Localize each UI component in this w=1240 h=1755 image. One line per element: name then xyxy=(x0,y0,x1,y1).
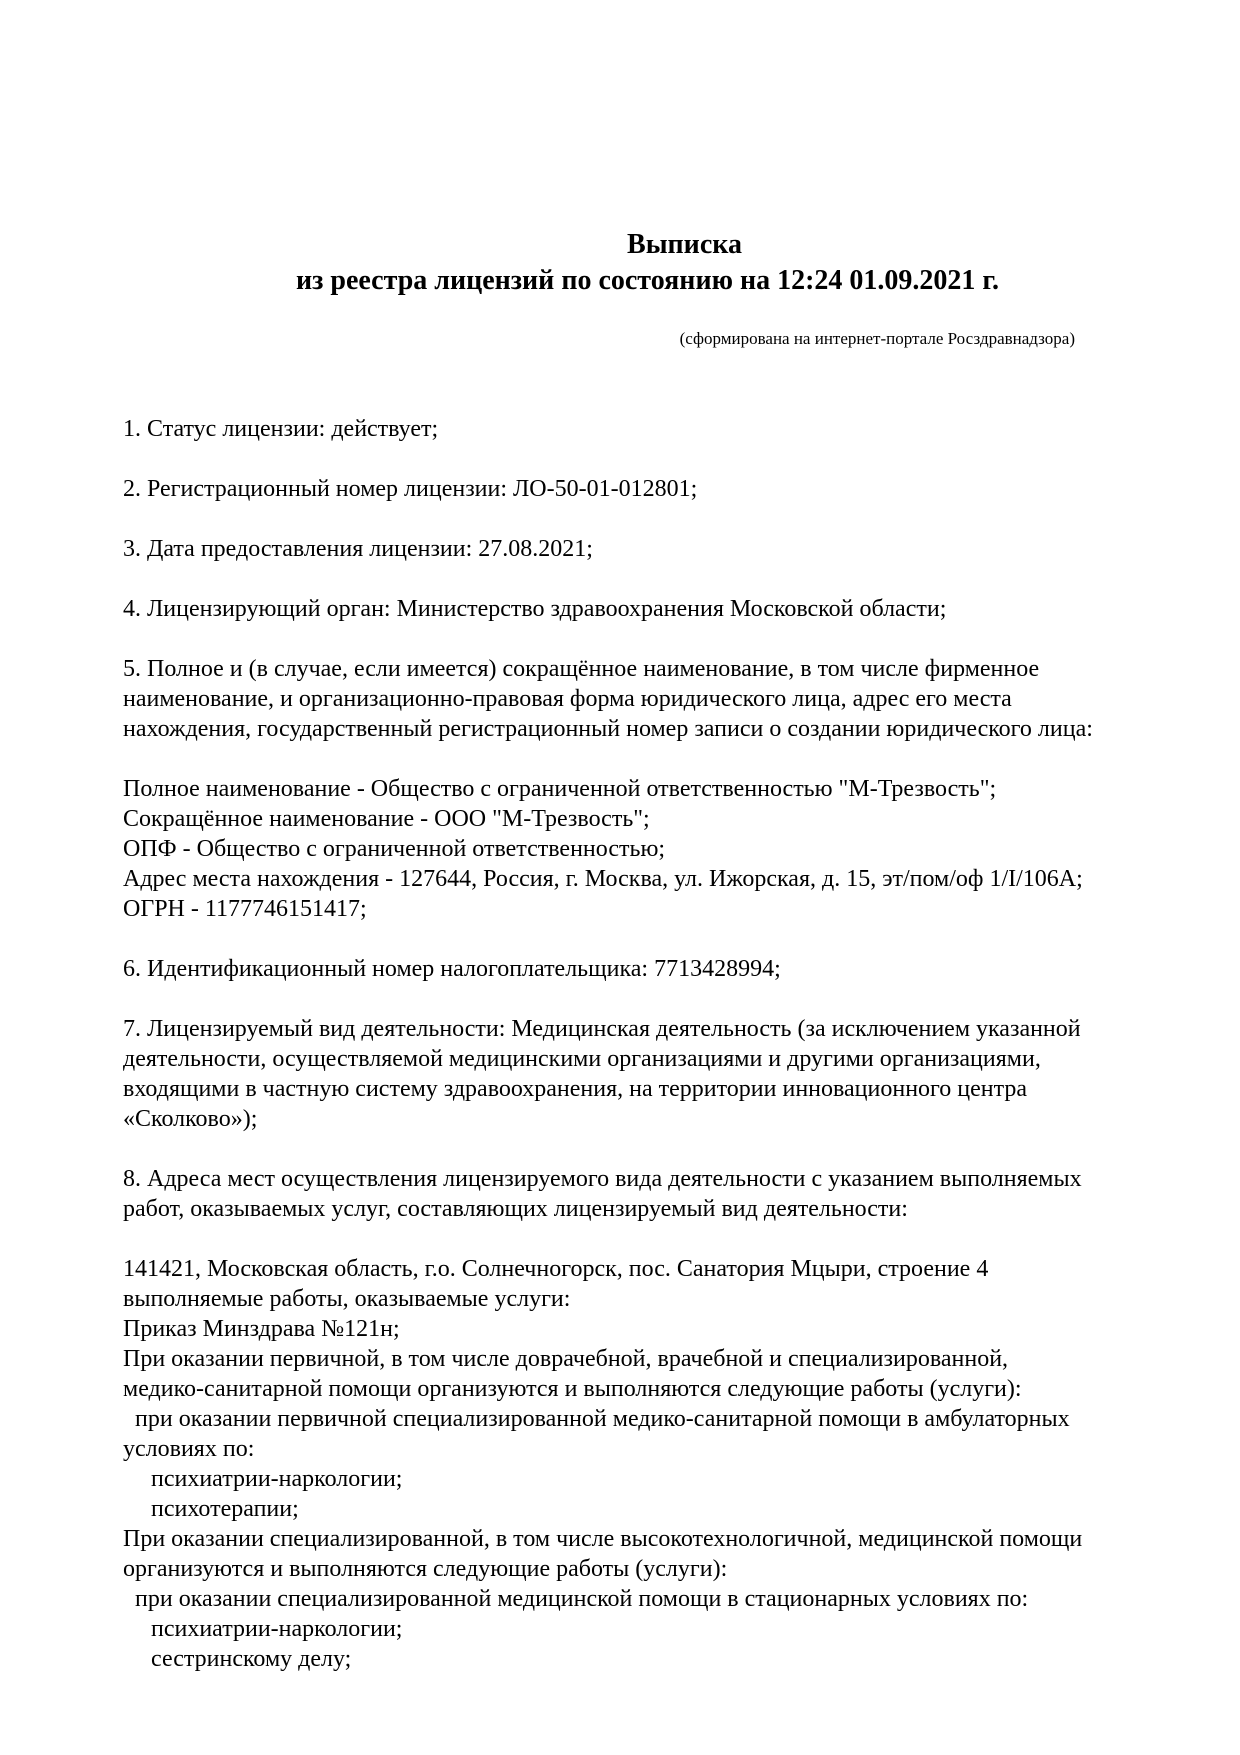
paragraph-item-8-heading xyxy=(123,1164,1172,1224)
text-line: Приказ Минздрава №121н; xyxy=(123,1316,400,1342)
text-line: организуются и выполняются следующие работы (услуги): xyxy=(123,1556,728,1582)
text-line: медико-санитарной помощи организуются и выполняются следующие работы (услуги): xyxy=(123,1376,1022,1402)
text-line: деятельности, осуществляемой медицинскими организациями и другими организациями, xyxy=(123,1046,1041,1072)
text-line: нахождения, государственный регистрационный номер записи о создании юридического лица: xyxy=(123,716,1093,742)
text-line: 7. Лицензируемый вид деятельности: Медицинская деятельность (за исключением указанной xyxy=(123,1016,1081,1042)
paragraph-item-5-heading xyxy=(123,654,1172,744)
text-line: Полное наименование - Общество с ограниченной ответственностью "М-Трезвость"; xyxy=(123,776,997,802)
paragraph-licensing-authority xyxy=(123,594,1172,624)
paragraph-registration-number xyxy=(123,474,1172,504)
paragraph-licensed-activity xyxy=(123,1014,1172,1134)
text-line: 2. Регистрационный номер лицензии: ЛО-50-01-012801; xyxy=(123,476,698,502)
paragraph-taxpayer-number xyxy=(123,954,1172,984)
text-line: 4. Лицензирующий орган: Министерство здравоохранения Московской области; xyxy=(123,596,947,622)
text-line: 8. Адреса мест осуществления лицензируемого вида деятельности с указанием выполняемых xyxy=(123,1166,1082,1192)
text-line: 6. Идентификационный номер налогоплательщика: 7713428994; xyxy=(123,956,781,982)
text-line: при оказании специализированной медицинской помощи в стационарных условиях по: xyxy=(135,1586,1029,1612)
text-line: Адрес места нахождения - 127644, Россия, г. Москва, ул. Ижорская, д. 15, эт/пом/оф 1/I/106А; xyxy=(123,866,1083,892)
text-line: психиатрии-наркологии; xyxy=(151,1466,403,1492)
text-line: ОПФ - Общество с ограниченной ответственностью; xyxy=(123,836,666,862)
document-subtitle: (сформирована на интернет-портале Росздравнадзора) xyxy=(679,329,1075,348)
paragraph-activity-addresses xyxy=(123,1254,1172,1674)
text-line: условиях по: xyxy=(123,1436,255,1462)
text-line: При оказании специализированной, в том числе высокотехнологичной, медицинской помощи xyxy=(123,1526,1083,1552)
text-line: 141421, Московская область, г.о. Солнечногорск, пос. Санатория Мцыри, строение 4 xyxy=(123,1256,989,1282)
text-line: ОГРН - 1177746151417; xyxy=(123,896,367,922)
text-line: Сокращённое наименование - ООО "М-Трезвость"; xyxy=(123,806,650,832)
paragraph-license-status xyxy=(123,414,1172,444)
title-line-2: из реестра лицензий по состоянию на 12:24 01.09.2021 г. xyxy=(296,265,999,296)
text-line: сестринскому делу; xyxy=(151,1646,352,1672)
text-line: выполняемые работы, оказываемые услуги: xyxy=(123,1286,571,1312)
paragraph-organization-details xyxy=(123,774,1172,924)
document-body xyxy=(123,414,1172,1674)
text-line: «Сколково»); xyxy=(123,1106,258,1132)
paragraph-grant-date xyxy=(123,534,1172,564)
text-line: наименование, и организационно-правовая форма юридического лица, адрес его места xyxy=(123,686,1012,712)
document-title xyxy=(123,227,1172,299)
text-line: психотерапии; xyxy=(151,1496,299,1522)
text-line: При оказании первичной, в том числе доврачебной, врачебной и специализированной, xyxy=(123,1346,1009,1372)
text-line: работ, оказываемых услуг, составляющих лицензируемый вид деятельности: xyxy=(123,1196,908,1222)
text-line: при оказании первичной специализированной медико-санитарной помощи в амбулаторных xyxy=(135,1406,1070,1432)
text-line: 3. Дата предоставления лицензии: 27.08.2021; xyxy=(123,536,593,562)
text-line: 1. Статус лицензии: действует; xyxy=(123,416,439,442)
text-line: 5. Полное и (в случае, если имеется) сокращённое наименование, в том числе фирменное xyxy=(123,656,1040,682)
text-line: входящими в частную систему здравоохранения, на территории инновационного центра xyxy=(123,1076,1028,1102)
title-line-1: Выписка xyxy=(627,229,742,260)
text-line: психиатрии-наркологии; xyxy=(151,1616,403,1642)
